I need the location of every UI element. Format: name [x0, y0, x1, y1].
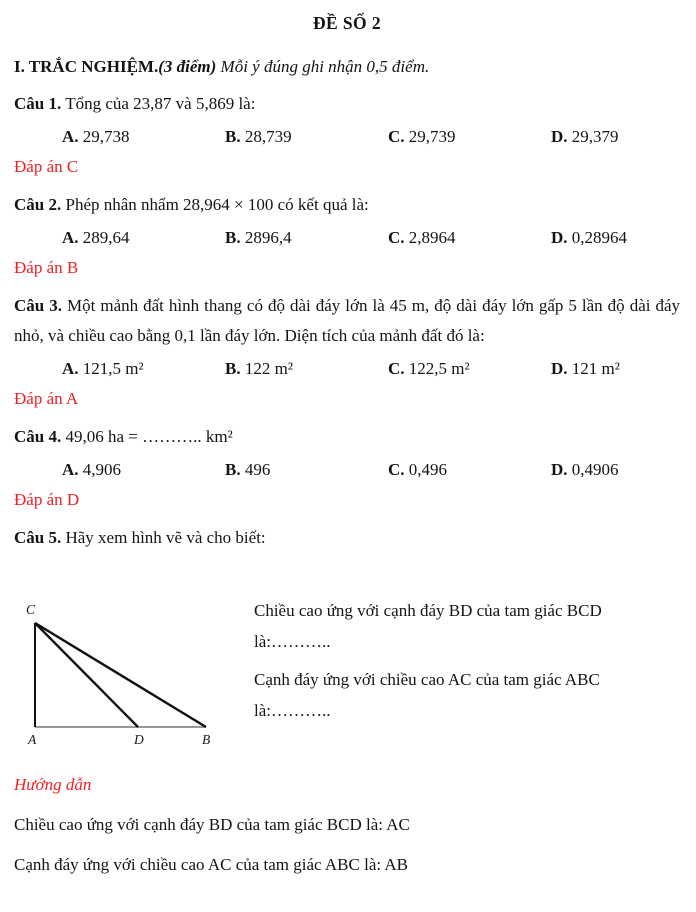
- vertex-label-C: C: [26, 602, 36, 617]
- option-value: 29,738: [82, 127, 130, 146]
- vertex-label-A: A: [28, 732, 37, 747]
- question-4-options: [14, 455, 680, 485]
- option-letter: D.: [551, 127, 568, 146]
- option: [225, 223, 388, 253]
- option-letter: D.: [551, 228, 568, 247]
- option-letter: D.: [551, 359, 568, 378]
- option: [62, 122, 225, 152]
- option: [551, 354, 680, 384]
- option-value: 0,28964: [571, 228, 628, 247]
- option: [62, 223, 225, 253]
- question-1-label: Câu 1.: [14, 94, 62, 113]
- triangle-figure: [14, 593, 250, 756]
- option: [388, 122, 551, 152]
- option-value: 122,5 m²: [408, 359, 470, 378]
- option: [62, 455, 225, 485]
- option-letter: A.: [62, 228, 79, 247]
- question-3-answer: Đáp án A: [14, 389, 79, 408]
- option-letter: B.: [225, 127, 241, 146]
- figure-caption-2-line1: Cạnh đáy ứng với chiều cao AC của tam giác ABC: [254, 670, 600, 689]
- question-4-answer: Đáp án D: [14, 490, 80, 509]
- option-letter: C.: [388, 127, 405, 146]
- option-value: 122 m²: [244, 359, 293, 378]
- option: [225, 455, 388, 485]
- question-1-options: [14, 122, 680, 152]
- option: [225, 354, 388, 384]
- question-1-text: Tổng của 23,87 và 5,869 là:: [65, 94, 256, 113]
- option-value: 29,739: [408, 127, 456, 146]
- question-3-options: [14, 354, 680, 384]
- option-value: 496: [244, 460, 271, 479]
- section-heading-italic: Mỗi ý đúng ghi nhận 0,5 điểm.: [220, 57, 430, 76]
- question-5-text: Hãy xem hình vẽ và cho biết:: [65, 528, 266, 547]
- option-value: 121 m²: [571, 359, 620, 378]
- figure-caption-1: [254, 595, 680, 657]
- question-4-label: Câu 4.: [14, 427, 62, 446]
- figure-captions: [250, 593, 680, 726]
- option: [551, 122, 680, 152]
- option-value: 0,4906: [571, 460, 619, 479]
- option-letter: A.: [62, 359, 79, 378]
- option-letter: C.: [388, 359, 405, 378]
- question-2-text: Phép nhân nhẩm 28,964 × 100 có kết quả là:: [65, 195, 369, 214]
- section-heading-bold: I. TRẮC NGHIỆM.: [14, 57, 159, 76]
- option: [62, 354, 225, 384]
- option-value: 4,906: [82, 460, 122, 479]
- option-value: 28,739: [244, 127, 292, 146]
- option-value: 289,64: [82, 228, 130, 247]
- option-value: 2,8964: [408, 228, 456, 247]
- guide-line-2: Cạnh đáy ứng với chiều cao AC của tam giác ABC là: AB: [14, 855, 409, 874]
- question-2-answer: Đáp án B: [14, 258, 79, 277]
- option-value: 29,379: [571, 127, 619, 146]
- option-value: 121,5 m²: [82, 359, 144, 378]
- section-heading: [14, 53, 680, 81]
- figure-caption-1-line1: Chiều cao ứng với cạnh đáy BD của tam giác BCD: [254, 601, 602, 620]
- vertex-label-D: D: [134, 732, 144, 747]
- option-letter: C.: [388, 228, 405, 247]
- option: [388, 354, 551, 384]
- option-letter: D.: [551, 460, 568, 479]
- question-2-options: [14, 223, 680, 253]
- triangle-side-CB: [35, 623, 206, 727]
- option: [388, 455, 551, 485]
- option: [388, 223, 551, 253]
- question-3: [14, 291, 680, 351]
- option-letter: A.: [62, 460, 79, 479]
- option-value: 2896,4: [244, 228, 292, 247]
- vertex-label-B: B: [202, 732, 211, 747]
- figure-caption-1-line2: là:………..: [254, 632, 331, 651]
- option-letter: C.: [388, 460, 405, 479]
- question-5-label: Câu 5.: [14, 528, 62, 547]
- page-title: ĐỀ SỐ 2: [313, 13, 381, 33]
- question-2: [14, 190, 680, 220]
- figure-caption-2-line2: là:………..: [254, 701, 331, 720]
- question-1-answer: Đáp án C: [14, 157, 79, 176]
- question-5-figure-row: [14, 593, 680, 756]
- option: [551, 455, 680, 485]
- option: [551, 223, 680, 253]
- question-4-text: 49,06 ha = ……….. km²: [65, 427, 233, 446]
- guide-heading: Hướng dẫn: [14, 775, 92, 794]
- option: [225, 122, 388, 152]
- option-letter: B.: [225, 460, 241, 479]
- figure-caption-2: [254, 664, 680, 726]
- option-letter: B.: [225, 228, 241, 247]
- option-value: 0,496: [408, 460, 448, 479]
- question-4: [14, 422, 680, 452]
- option-letter: A.: [62, 127, 79, 146]
- section-heading-bold-italic: (3 điểm): [158, 57, 217, 76]
- option-letter: B.: [225, 359, 241, 378]
- triangle-svg: [14, 593, 250, 751]
- question-3-text: Một mảnh đất hình thang có độ dài đáy lớn là 45 m, độ dài đáy lớn gấp 5 lần độ dài đáy nhỏ, và chiều cao bằng 0,1 lần đáy lớn. Diện tích của mảnh đất đó là:: [14, 296, 681, 345]
- question-2-label: Câu 2.: [14, 195, 62, 214]
- question-1: [14, 89, 680, 119]
- question-3-label: Câu 3.: [14, 296, 62, 315]
- guide-line-1: Chiều cao ứng với cạnh đáy BD của tam giác BCD là: AC: [14, 815, 410, 834]
- question-5: [14, 523, 680, 553]
